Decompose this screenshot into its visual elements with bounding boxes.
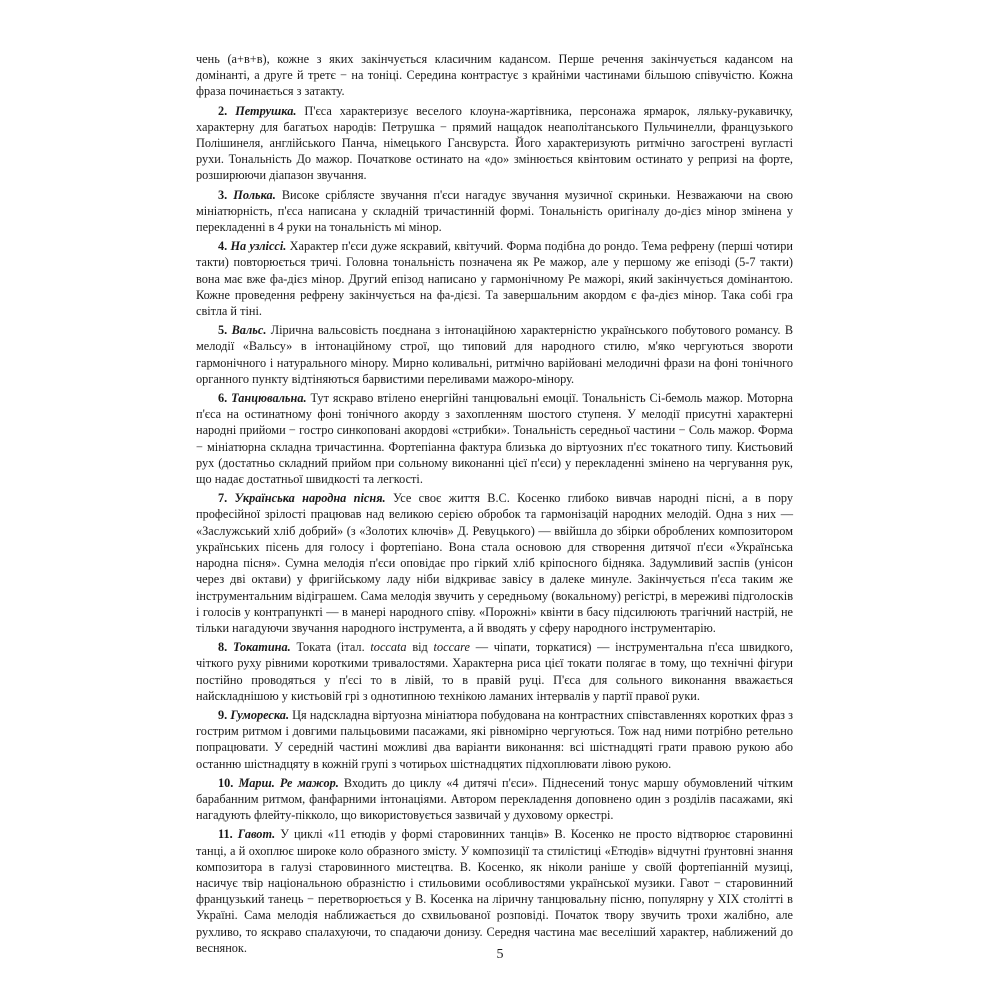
section-na-uzlissi — [196, 238, 793, 319]
section-title: Гавот. — [237, 827, 276, 842]
section-number: 4. — [218, 239, 228, 254]
section-havot — [196, 826, 793, 956]
section-title: Вальс. — [231, 323, 267, 338]
section-text: Характер п'єси дуже яскравий, квітучий. Форма подібна до рондо. Тема рефрену (перші чотири такти) повторюється тричі. Головна тональність позначена як Ре мажор, але у першому же епізоді (5-7 такти) вона має вже фа-дієз мінор. Другий епізод написано у гармонічному Ре мажорі, який закінчується домінантою. Кожне проведення рефрену закінчується на фа-дієзі. Та завершальним акордом є фа-дієз мінор. Така собі гра світла й тіні. — [196, 239, 793, 319]
section-polka — [196, 187, 793, 236]
section-text-after: — чіпати, торкатися) — інструментальна п'єса швидкого, чіткого руху рівними короткими тривалостями. Характерна риса цієї токати полягає в тому, що технічні фігури постійно проводяться у п'єсі то в лівій, то в правій руці. П'єса для сольного виконання вважається найскладнішою у кистьовій грі з однотипною технікою ламаних інтервалів у партії правої руки. — [196, 640, 793, 703]
section-text: П'єса характеризує веселого клоуна-жартівника, персонажа ярмарок, ляльку-рукавичку, характерну для багатьох народів: Петрушка − прямий нащадок неаполітанського Пульчинелли, французького Полішинеля, англійського Панча, німецького Гансвурста. Його характеризують ритмічно загострені вугласті рухи. Тональність До мажор. Початкове остинато на «до» змінюється квінтовим остинато у репризі на форте, розширюючи діапазон звучання. — [196, 103, 794, 183]
section-number: 9. — [218, 707, 228, 722]
section-number: 6. — [218, 391, 228, 406]
section-title: На узліссі. — [230, 239, 287, 254]
section-text: У циклі «11 етюдів у формі старовинних танців» В. Косенко не просто відтворює старовинні танці, а й охоплює широке коло образного змісту. У композиції та стилістиці «Етюдів» відчутні ґрунтовні знання композитора в галузі старовинного мистецтва. В. Косенко, як ніколи раніше у своїй фортепіанній музиці, насичує твір національною образністю і стильовими особливостями української музики. Гавот − старовинний французький танець − перетворюється у В. Косенка на ліричну танцювальну пісню, популярну у ХІХ столітті в Україні. Сама мелодія наближається до схвильованої розповіді. Початок твору звучить трохи жалібно, але рухливо, то яскраво спалахуючи, то спадаючи донизу. Середня частина має веселіший характер, наближений до веснянок. — [196, 827, 793, 955]
section-ukrainska-narodna-pisnia — [196, 490, 793, 636]
section-petrushka — [196, 103, 793, 184]
section-number: 11. — [218, 827, 233, 842]
section-tokatyna — [196, 639, 793, 704]
section-number: 8. — [218, 640, 228, 655]
section-text: Лірична вальсовість поєднана з інтонаційною характерністю українського побутового романсу. В мелодії «Вальсу» в інтонаційному строї, що типовий для народного стилю, м'яко чергуються звороти гармонічного і натурального мінору. Мирно коливальні, ритмічно варійовані мелодичні фрази на фоні тонічного органного пункту відтіняються барвистими переливами мажоро-мінору. — [196, 323, 794, 386]
section-vals — [196, 322, 793, 387]
section-title: Полька. — [233, 187, 276, 202]
page-number: 5 — [496, 947, 504, 962]
section-title: Українська народна пісня. — [234, 491, 386, 506]
section-marsh — [196, 775, 793, 824]
section-number: 10. — [218, 775, 234, 790]
section-text: Високе сріблясте звучання п'єси нагадує звучання музичної скриньки. Незважаючи на свою мініатюрність, п'єса написана у складній тричастинній формі. Тональність оригіналу до-дієз мінор змінена у перекладенні в 4 руки на тональність мі мінор. — [196, 187, 793, 235]
section-title: Гумореска. — [230, 707, 290, 722]
italian-term-toccata: toccata — [370, 640, 407, 655]
section-number: 5. — [218, 323, 228, 338]
section-text-mid: від — [406, 640, 434, 655]
section-text: Ця надскладна віртуозна мініатюра побудована на контрастних співставленнях коротких фраз з гострим ритмом і довгими пальцьовими пасажами, які рівномірно чергуються. Тож над ними потрібно ретельно попрацювати. У середній частині можливі два варіанти виконання: всі шістнадцяті грати правою рукою або останню шістнадцяту в кожній групі з чотирьох шістнадцятих підхоплювати лівою рукою. — [196, 707, 793, 771]
section-title: Марш. Ре мажор. — [238, 775, 339, 790]
section-humoreska — [196, 707, 793, 772]
document-body — [196, 51, 793, 959]
section-text: Усе своє життя В.С. Косенко глибоко вивчав народні пісні, а в пору професійної зрілості працював над великою серією обробок та гармонізацій народних мелодій. Одна з них — «Заслужський хліб добрий» (з «Золотих ключів» Д. Ревуцького) — ввійшла до збірки оброблених композитором українських пісень для голосу і фортепіано. Вона стала основою для створення дитячої п'єси «Українська народна пісня». Сумна мелодія п'єси оповідає про гіркий хліб кріпосного бідняка. Задумливий заспів (унісон через дві октави) у фригійському ладу ніби відкриває завісу в далеке минуле. Закінчується п'єса таким же інструментальним відігрaшем. Сама мелодія звучить у середньому (вокальному) регістрі, в мереживі підголосків і голосів у контрапункті — в манері народного співу. «Порожні» квінти в басу підсилюють трагічний настрій, не тільки нагадуючи звучання народного інструмента, а й вводять у сферу народного інструментарію. — [196, 491, 793, 635]
section-title: Токатина. — [232, 640, 291, 655]
section-tantsiuvalna — [196, 390, 793, 487]
section-number: 3. — [218, 187, 228, 202]
section-title: Танцювальна. — [231, 391, 307, 406]
italian-term-toccare: toccare — [433, 640, 470, 655]
section-text-before: Токата (італ. — [296, 640, 371, 655]
section-title: Петрушка. — [235, 103, 297, 118]
intro-paragraph: чень (а+в+в), кожне з яких закінчується класичним кадансом. Перше речення закінчується кадансом на домінанті, а друге й третє − на тоніці. Середина контрастує з крайніми частинами більшою співучістю. Кожна фраза починається з затакту. — [196, 52, 793, 99]
section-number: 7. — [218, 491, 228, 506]
section-text: Тут яскраво втілено енергійні танцювальні емоції. Тональність Сі-бемоль мажор. Моторна п'єса на остинатному фоні тонічного акорду з захопленням шостого ступеня. У мелодії присутні характерні народні прийоми − гостро синкоповані акордові «стрибки». Тональність середньої частини − Соль мажор. Форма − мініатюрна складна тричастинна. Фортепіанна фактура близька до віртуозних п'єс токатного типу. Кистьовий рух (достатньо складний прийом при сольному виконанні цієї п'єси) у перекладенні змінено на чергування рук, що надає достатньої швидкості та легкості. — [196, 391, 794, 487]
section-number: 2. — [218, 103, 228, 118]
section-text: Входить до циклу «4 дитячі п'єси». Піднесений тонус маршу обумовлений чітким барабанним ритмом, фанфарними інтонаціями. Автором перекладення доповнено один з розділів пасажами, які нагадують флейту-пікколо, що використовується зазвичай у духовому оркестрі. — [196, 775, 794, 823]
